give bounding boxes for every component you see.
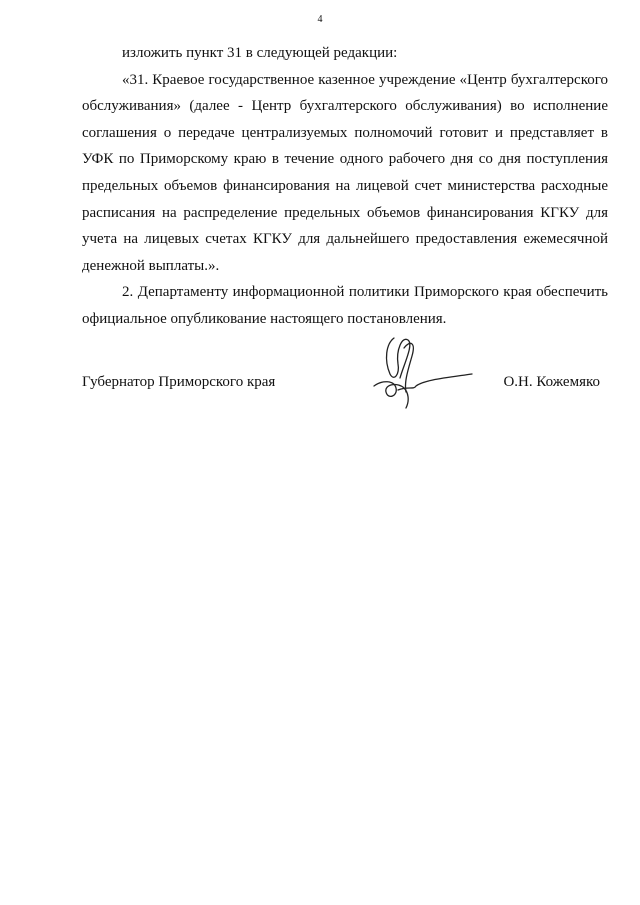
- clause-31-paragraph: «31. Краевое государственное казенное учреждение «Центр бухгалтерского обслуживания» (далее - Центр бухгалтерского обслуживания) во исполнение соглашения о передаче централизуемых полномочий готовит и представляет в УФК по Приморскому краю в течение одного рабочего дня со дня поступления предельных объемов финансирования на лицевой счет министерства расходные расписания на распределение предельных объемов финансирования КГКУ для учета на лицевых счетах КГКУ для дальнейшего предоставления ежемесячной денежной выплаты.».: [82, 71, 608, 274]
- signatory-name: О.Н. Кожемяко: [503, 374, 600, 390]
- signatory-position: Губернатор Приморского края: [82, 374, 276, 390]
- handwritten-signature-icon: [364, 330, 476, 412]
- page-number: 4: [317, 14, 323, 25]
- intro-line: изложить пункт 31 в следующей редакции:: [122, 45, 398, 61]
- document-body: [82, 40, 608, 333]
- signature-block: [82, 370, 608, 410]
- item-2-paragraph: 2. Департаменту информационной политики Приморского края обеспечить официальное опубликование настоящего постановления.: [82, 284, 608, 327]
